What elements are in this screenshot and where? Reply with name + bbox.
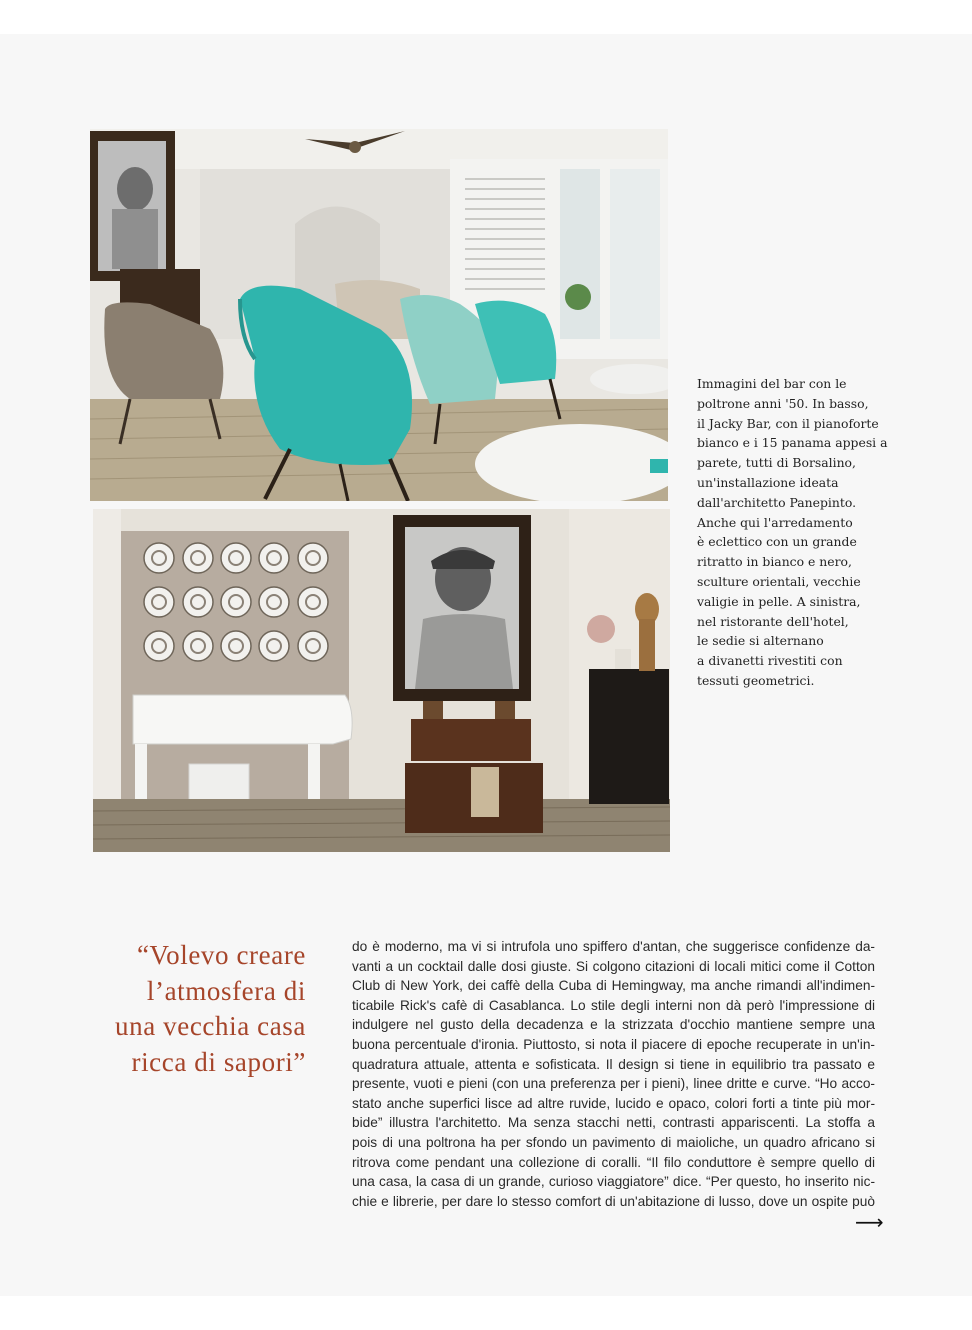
body-line: ticabile Rick's cafè di Casablanca. Lo stile degli interni non dà però l'impressione di bbox=[352, 997, 875, 1013]
caption-line: bianco e i 15 panama appesi a bbox=[697, 435, 888, 451]
caption-line: poltrone anni '50. In basso, bbox=[697, 395, 869, 411]
caption-line: è eclettico con un grande bbox=[697, 534, 857, 550]
body-line: una casa, la casa di un grande, curioso viaggiatore” dice. “Per questo, ho inserito nic- bbox=[352, 1174, 875, 1190]
body-line: quadratura attuale, attenta e sofisticata. Il design si tiene in equilibrio tra passato e bbox=[352, 1056, 875, 1072]
caption-line: nel ristorante dell'hotel, bbox=[697, 613, 849, 629]
caption-line: sculture orientali, vecchie bbox=[697, 573, 861, 589]
scan-margin-top bbox=[0, 0, 972, 34]
pull-quote-line: una vecchia casa bbox=[115, 1011, 306, 1041]
caption-line: un'installazione ideata bbox=[697, 474, 839, 490]
caption-line: dall'architetto Panepinto. bbox=[697, 494, 857, 510]
bar-armchairs-photo bbox=[90, 129, 668, 501]
caption-line: a divanetti rivestiti con bbox=[697, 653, 843, 669]
body-line: pois di una poltrona ha per sfondo un pavimento di maioliche, un quadro africano si bbox=[352, 1134, 875, 1150]
body-line: ritrova come pendant una collezione di coralli. “Il filo conduttore è sempre quello di bbox=[352, 1154, 875, 1170]
body-line: indulgere nel gusto della decadenza e la strizzata d'occhio mantiene sempre una bbox=[352, 1017, 875, 1033]
body-line: chie e librerie, per dare lo stesso comfort di un'abitazione di lusso, dove un ospite può bbox=[352, 1193, 875, 1209]
caption-line: ritratto in bianco e nero, bbox=[697, 554, 852, 570]
body-line: stato anche superfici lisce ad altre ruvide, lucido e opaco, colori forti a tinte più mor- bbox=[352, 1095, 875, 1111]
pull-quote-line: ricca di sapori” bbox=[131, 1046, 306, 1077]
caption-line: valigie in pelle. A sinistra, bbox=[697, 593, 861, 609]
pull-quote-line: l’atmosfera di bbox=[146, 975, 306, 1006]
caption-line: tessuti geometrici. bbox=[697, 672, 815, 688]
body-line: buona percentuale d'ironia. Piuttosto, si nota il piacere di epoche recuperate in un'in- bbox=[352, 1036, 875, 1052]
body-line: Club di New York, dei caffè della Cuba di Hemingway, ma anche rimandi all'indimen- bbox=[352, 978, 875, 994]
pull-quote bbox=[70, 938, 306, 1080]
body-line: do è moderno, ma vi si intrufola uno spiffero d'antan, che suggerisce confidenze da- bbox=[352, 939, 875, 954]
continue-arrow-icon: ⟶ bbox=[855, 1210, 884, 1234]
photo-caption bbox=[697, 374, 897, 691]
body-line: bide” illustra l'architetto. Ma senza stacchi netti, contrasti appariscenti. La stoffa a bbox=[352, 1115, 875, 1131]
body-line: presente, vuoti e pieni (con una preferenza per i pieni), linee dritte e curve. “Ho acco- bbox=[352, 1076, 875, 1092]
caption-line: le sedie si alternano bbox=[697, 633, 824, 649]
caption-line: Anche qui l'arredamento bbox=[697, 514, 853, 530]
scan-margin-bottom bbox=[0, 1296, 972, 1330]
caption-line: il Jacky Bar, con il pianoforte bbox=[697, 415, 879, 431]
article-body bbox=[352, 937, 875, 1211]
pull-quote-line: “Volevo creare bbox=[136, 940, 306, 970]
jacky-bar-piano-photo bbox=[93, 509, 670, 852]
body-line: vanti a un cocktail dalle dosi giuste. Si colgono citazioni di locali mitici come il Cotton bbox=[352, 958, 875, 974]
caption-line: Immagini del bar con le bbox=[697, 376, 847, 391]
caption-line: parete, tutti di Borsalino, bbox=[697, 455, 856, 471]
